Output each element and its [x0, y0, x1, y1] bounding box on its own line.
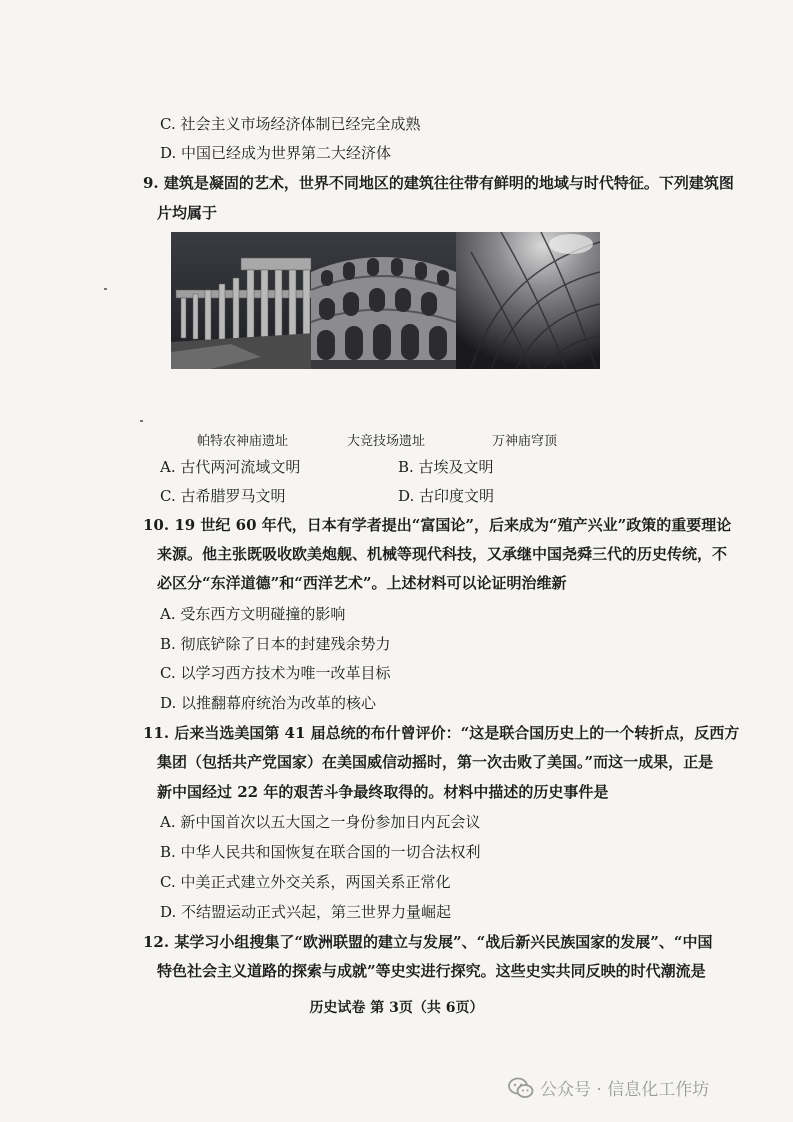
q9-stem-line1: 9. 建筑是凝固的艺术，世界不同地区的建筑往往带有鲜明的地域与时代特征。下列建筑图: [143, 174, 734, 192]
page-footer: 历史试卷 第 3页（共 6页）: [309, 1000, 484, 1016]
architecture-photo: [171, 232, 600, 369]
q9-option-c: C. 古希腊罗马文明: [160, 487, 286, 505]
q9-stem-line2: 片均属于: [157, 204, 218, 222]
q9-option-a: A. 古代两河流域文明: [160, 458, 301, 476]
colosseum-image: [311, 257, 456, 369]
q11-option-b: B. 中华人民共和国恢复在联合国的一切合法权利: [160, 843, 481, 861]
watermark: [508, 1075, 709, 1100]
watermark-text: 公众号 · 信息化工作坊: [540, 1080, 710, 1100]
q11-stem-line3: 新中国经过 22 年的艰苦斗争最终取得的。材料中描述的历史事件是: [157, 783, 609, 801]
wechat-icon: [508, 1077, 534, 1099]
q10-option-a: A. 受东西方文明碰撞的影响: [160, 605, 346, 623]
scan-speck: [104, 288, 107, 290]
pantheon-dome-image: [456, 232, 600, 369]
q12-stem-line2: 特色社会主义道路的探索与成就”等史实进行探究。这些史实共同反映的时代潮流是: [157, 962, 706, 980]
q11-option-d: D. 不结盟运动正式兴起，第三世界力量崛起: [160, 903, 452, 921]
caption-colosseum: 大竞技场遗址: [347, 434, 426, 449]
q11-stem-line1: 11. 后来当选美国第 41 届总统的布什曾评价：“这是联合国历史上的一个转折点，反西方: [143, 724, 740, 742]
q10-option-b: B. 彻底铲除了日本的封建残余势力: [160, 635, 391, 653]
q10-stem-line1: 10. 19 世纪 60 年代，日本有学者提出“富国论”，后来成为“殖产兴业”政策的重要理论: [143, 516, 732, 534]
scan-speck: [140, 420, 143, 422]
q8-option-d: D. 中国已经成为世界第二大经济体: [160, 144, 392, 162]
caption-pantheon: 万神庙穹顶: [492, 434, 558, 449]
q10-option-c: C. 以学习西方技术为唯一改革目标: [160, 664, 391, 682]
q10-option-d: D. 以推翻幕府统治为改革的核心: [160, 694, 377, 712]
q9-option-d: D. 古印度文明: [398, 487, 495, 505]
q12-stem-line1: 12. 某学习小组搜集了“欧洲联盟的建立与发展”、“战后新兴民族国家的发展”、“中国: [143, 933, 713, 951]
caption-parthenon: 帕特农神庙遗址: [197, 434, 289, 449]
q10-stem-line3: 必区分“东洋道德”和“西洋艺术”。上述材料可以论证明治维新: [157, 574, 567, 592]
q10-stem-line2: 来源。他主张既吸收欧美炮舰、机械等现代科技，又承继中国尧舜三代的历史传统，不: [157, 545, 728, 563]
q11-stem-line2: 集团（包括共产党国家）在美国威信动摇时，第一次击败了美国。”而这一成果，正是: [157, 753, 714, 771]
q11-option-a: A. 新中国首次以五大国之一身份参加日内瓦会议: [160, 813, 481, 831]
q9-option-b: B. 古埃及文明: [398, 458, 494, 476]
q11-option-c: C. 中美正式建立外交关系，两国关系正常化: [160, 873, 451, 891]
q8-option-c: C. 社会主义市场经济体制已经完全成熟: [160, 115, 421, 133]
